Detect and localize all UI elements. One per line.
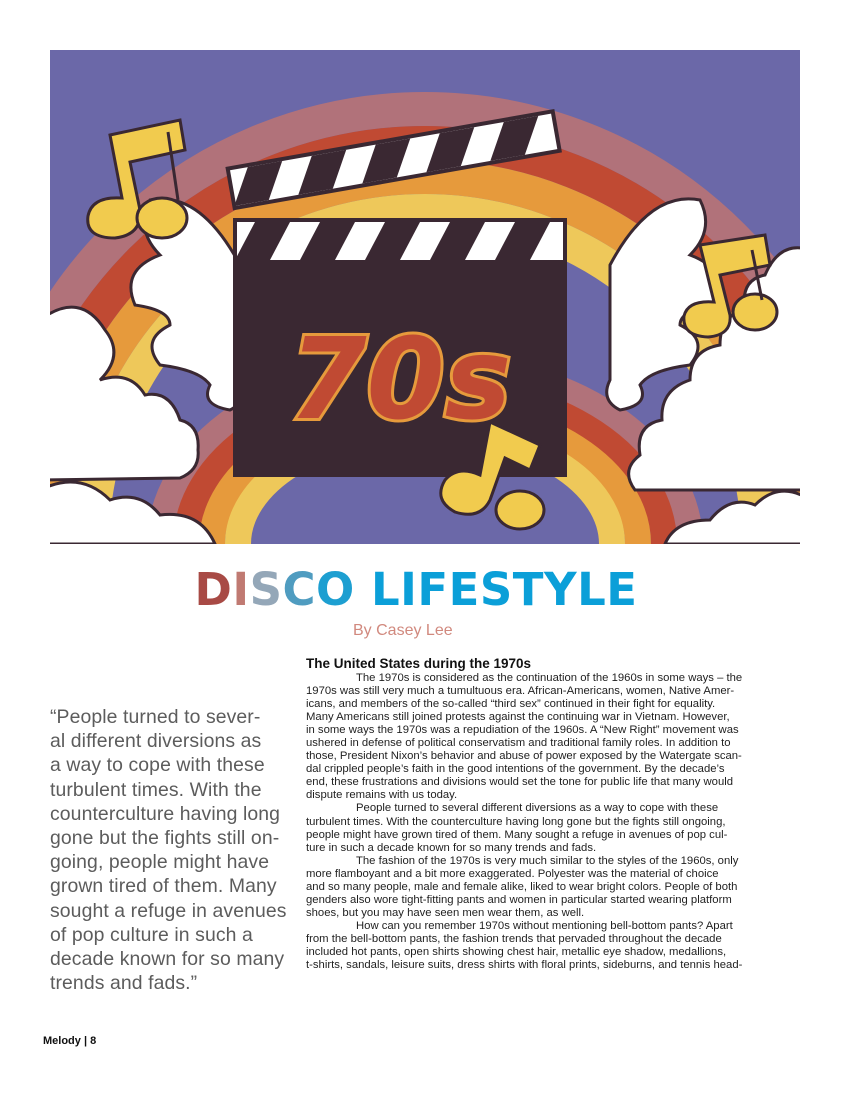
article-text: [306, 672, 804, 972]
pull-quote-line: counterculture having long: [50, 802, 281, 825]
pull-quote-line: going, people might have: [50, 851, 270, 874]
pull-quote-line: trends and fads.”: [50, 972, 198, 995]
hero-70s-text: 70s: [288, 315, 512, 445]
hero-illustration: [50, 50, 800, 544]
article-line: end, these frustrations and divisions would set the tone for public life that many would: [306, 776, 734, 789]
article-line: dal crippled people’s faith in the good intentions of the government. By the decade’s: [306, 763, 725, 776]
pull-quote-line: turbulent times. With the: [50, 778, 262, 801]
article-line: those, President Nixon’s behavior and abuse of power exposed by the Watergate scan-: [306, 750, 742, 763]
pull-quote-line: “People turned to sever-: [50, 706, 261, 728]
pull-quote-line: gone but the fights still on-: [50, 827, 280, 850]
title-letter-s: S: [249, 563, 283, 616]
article-line: dispute remains with us today.: [306, 789, 458, 802]
article-line: ushered in defense of political conservatism and traditional family roles. In addition to: [306, 737, 731, 750]
article-line: people might have grown tired of them. Many sought a refuge in avenues of pop cul-: [306, 828, 728, 841]
article-line: How can you remember 1970s without mentioning bell-bottom pants? Apart: [356, 919, 733, 932]
article-line: from the bell-bottom pants, the fashion trends that pervaded throughout the decade: [306, 932, 722, 945]
byline: By Casey Lee: [353, 622, 453, 639]
article-line: shoes, but you may have seen men wear them, as well.: [306, 906, 585, 919]
title-letter-i: I: [232, 563, 250, 616]
article-body: [306, 655, 804, 972]
pull-quote-line: grown tired of them. Many: [50, 875, 277, 898]
pull-quote-line: al different diversions as: [50, 730, 262, 753]
article-line: Many Americans still joined protests against the continuing war in Vietnam. However,: [306, 711, 730, 724]
article-line: ture in such a decade known for so many trends and fads.: [306, 841, 597, 854]
title-letter-d: D: [194, 563, 233, 616]
article-line: People turned to several different diversions as a way to cope with these: [356, 802, 719, 815]
pull-quote-line: a way to cope with these: [50, 754, 265, 777]
pull-quote-line: decade known for so many: [50, 948, 285, 971]
article-line: icans, and members of the so-called “third sex” continued in their fight for equality.: [306, 698, 716, 711]
title-letter-o: O: [316, 563, 355, 616]
article-line: t-shirts, sandals, leisure suits, dress shirts with floral prints, sideburns, and tennis head-: [306, 959, 743, 972]
article-line: genders also wore tight-fitting pants and women in particular started wearing platform: [306, 893, 732, 906]
article-line: in some ways the 1970s was a repudiation of the 1960s. A “New Right” movement was: [306, 724, 739, 737]
article-line: more flamboyant and a bit more exaggerated. Polyester was the material of choice: [306, 867, 719, 880]
pull-quote: [50, 705, 290, 995]
article-title: [0, 562, 832, 618]
title-letter-c: C: [282, 563, 317, 616]
pull-quote-line: of pop culture in such a: [50, 923, 253, 946]
article-line: turbulent times. With the counterculture having long gone but the fights still ongoing,: [306, 815, 726, 828]
article-line: The fashion of the 1970s is very much similar to the styles of the 1960s, only: [356, 854, 739, 867]
pull-quote-line: sought a refuge in avenues: [50, 899, 287, 922]
article-line: 1970s was still very much a tumultuous era. African-Americans, women, Native Amer-: [306, 685, 735, 698]
page-footer: Melody | 8: [43, 1035, 97, 1047]
section-heading: The United States during the 1970s: [306, 656, 532, 671]
title-word-lifestyle: LIFESTYLE: [370, 563, 638, 616]
article-line: included hot pants, open shirts showing chest hair, metallic eye shadow, medallions,: [306, 945, 727, 958]
article-line: The 1970s is considered as the continuation of the 1960s in some ways – the: [356, 672, 743, 684]
article-line: and so many people, male and female alike, liked to wear bright colors. People of both: [306, 880, 738, 893]
